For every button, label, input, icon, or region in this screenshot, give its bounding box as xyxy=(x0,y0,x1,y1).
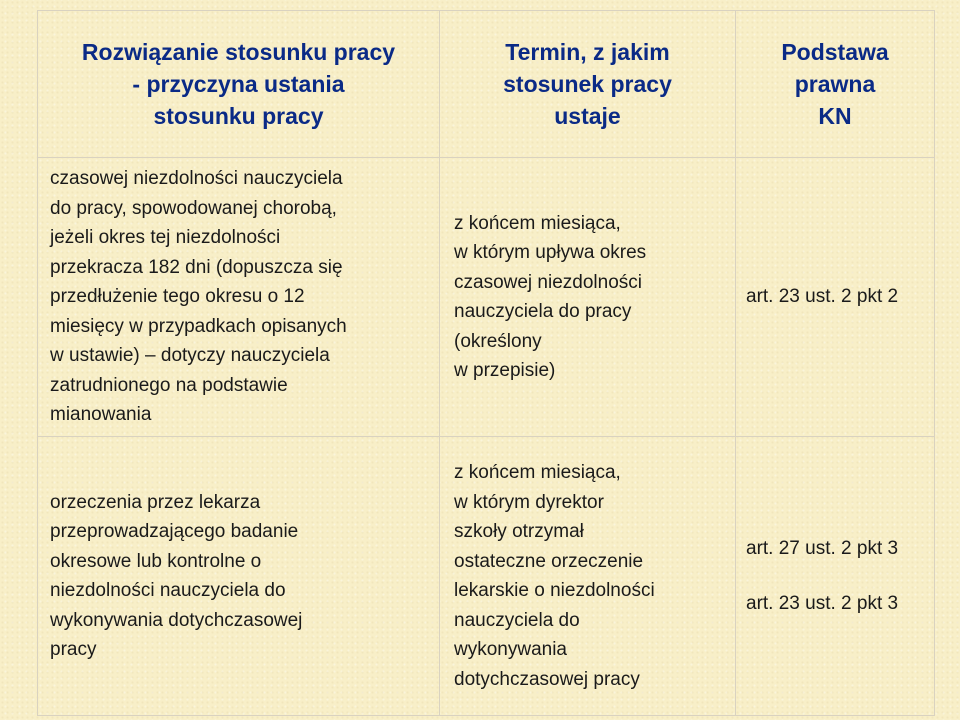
row1-reason-line: mianowania xyxy=(50,404,152,426)
row1-reason-line: czasowej niezdolności nauczyciela xyxy=(50,168,343,190)
basis-spacer xyxy=(746,563,898,589)
header-reason xyxy=(37,10,440,158)
row1-term-line: nauczyciela do pracy xyxy=(454,301,632,322)
row1-reason-line: przedłużenie tego okresu o 12 xyxy=(50,286,305,308)
row1-reason-cell xyxy=(37,158,440,437)
row2-term-line: w którym dyrektor xyxy=(454,491,604,513)
row1-term-line: w przepisie) xyxy=(454,360,556,381)
row1-basis-line: art. 23 ust. 2 pkt 2 xyxy=(746,286,899,308)
header-reason-line: stosunku pracy xyxy=(153,103,324,129)
row1-term-line: czasowej niezdolności xyxy=(454,271,642,293)
row1-reason-line: przekracza 182 dni (dopuszcza się xyxy=(50,256,343,278)
row1-term-line: z końcem miesiąca, xyxy=(454,212,621,234)
row2-reason-line: przeprowadzającego badanie xyxy=(50,521,299,542)
row1-reason-line: do pracy, spowodowanej chorobą, xyxy=(50,197,337,219)
row1-reason-line: miesięcy w przypadkach opisanych xyxy=(50,315,347,337)
row1-term-cell xyxy=(440,158,736,437)
header-basis-line: Podstawa xyxy=(781,39,889,65)
row1-reason-line: jeżeli okres tej niezdolności xyxy=(50,227,281,249)
row2-reason-cell xyxy=(37,437,440,716)
row2-term-line: dotychczasowej pracy xyxy=(454,668,640,690)
row2-term-cell xyxy=(440,437,736,716)
row1-reason-line: w ustawie) – dotyczy nauczyciela xyxy=(50,345,330,367)
row2-reason-line: niezdolności nauczyciela do xyxy=(50,580,286,601)
row2-basis-line: art. 27 ust. 2 pkt 3 xyxy=(746,537,899,559)
row1-term-line: (określony xyxy=(454,330,542,352)
row1-term-line: w którym upływa okres xyxy=(454,242,647,263)
header-reason-line: - przyczyna ustania xyxy=(132,71,345,97)
header-reason-line: Rozwiązanie stosunku pracy xyxy=(81,39,396,65)
header-basis-line: KN xyxy=(818,103,852,129)
row2-basis-line: art. 23 ust. 2 pkt 3 xyxy=(746,593,899,614)
header-basis xyxy=(736,10,935,158)
row2-term-line: szkoły otrzymał xyxy=(454,521,584,542)
header-basis-line: prawna xyxy=(794,71,876,97)
row1-basis-cell xyxy=(736,158,935,437)
row2-term-line: z końcem miesiąca, xyxy=(454,462,621,483)
header-term-line: Termin, z jakim xyxy=(505,39,670,65)
header-term xyxy=(440,10,736,158)
header-term-line: ustaje xyxy=(554,103,621,129)
row2-reason-line: pracy xyxy=(50,639,97,660)
row1-reason-line: zatrudnionego na podstawie xyxy=(50,374,288,396)
row2-term-line: lekarskie o niezdolności xyxy=(454,580,655,601)
row2-reason-line: okresowe lub kontrolne o xyxy=(50,550,262,572)
legal-basis-table xyxy=(37,10,935,716)
header-term-line: stosunek pracy xyxy=(503,71,672,97)
row2-term-line: wykonywania xyxy=(454,639,567,660)
row2-term-line: ostateczne orzeczenie xyxy=(454,550,644,572)
row2-basis-cell xyxy=(736,437,935,716)
row2-reason-line: orzeczenia przez lekarza xyxy=(50,491,261,513)
row2-term-line: nauczyciela do xyxy=(454,609,580,631)
row2-reason-line: wykonywania dotychczasowej xyxy=(50,609,303,631)
